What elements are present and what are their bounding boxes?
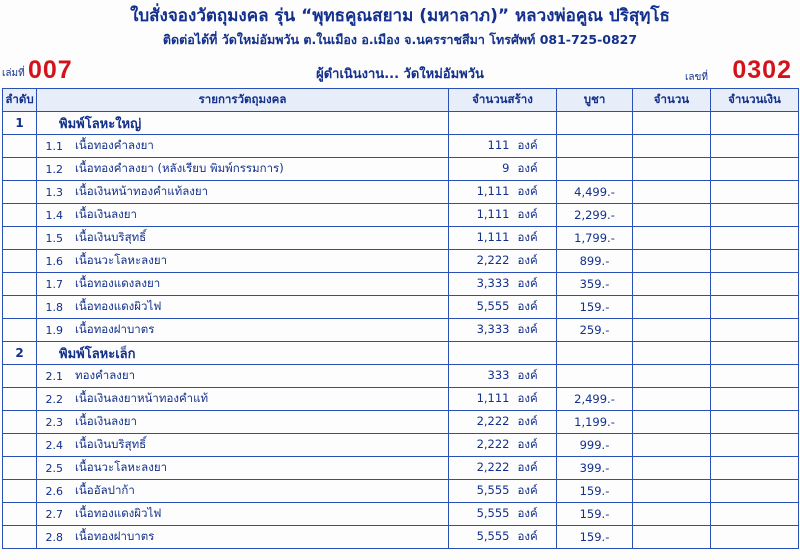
row-amount-input[interactable] [711,388,799,411]
form-header [0,0,800,52]
table-row [3,365,799,388]
row-quantity-made-number: 1,111 [476,184,510,199]
row-amount-input[interactable] [711,135,799,158]
row-quantity-made-number: 1,111 [476,230,510,245]
row-price [557,112,633,135]
row-quantity-made [449,296,557,319]
row-sub-index: 1.4 [45,208,63,222]
row-quantity-made-number: 5,555 [476,483,510,498]
row-quantity-made-unit: องค์ [517,276,538,291]
column-header-price: บูชา [557,89,633,112]
row-sub-index: 1.8 [45,300,63,314]
row-description [37,319,449,342]
row-number [3,158,37,181]
row-number: 1 [3,112,37,135]
row-number: 2 [3,342,37,365]
row-price: 2,299.- [557,204,633,227]
row-description-text: เนื้อเงินลงยา [75,414,137,429]
row-quantity-input[interactable] [633,388,711,411]
row-description-text: เนื้อทองฝาบาตร [75,529,155,544]
row-number [3,411,37,434]
row-quantity-made-number: 333 [487,368,510,383]
table-row [3,411,799,434]
row-number [3,204,37,227]
row-number [3,480,37,503]
row-price: 2,499.- [557,388,633,411]
row-description [37,204,449,227]
row-quantity-input[interactable] [633,112,711,135]
row-price: 1,199.- [557,411,633,434]
row-number [3,526,37,549]
table-row [3,273,799,296]
row-quantity-made-number: 1,111 [476,391,510,406]
row-description [37,388,449,411]
row-price: 159.- [557,296,633,319]
column-header-description: รายการวัตถุมงคล [37,89,449,112]
row-number [3,434,37,457]
row-amount-input[interactable] [711,204,799,227]
row-description: พิมพ์โลหะเล็ก [37,342,449,365]
row-description-text: เนื้อเงินลงยาหน้าทองคำแท้ [75,391,209,406]
row-quantity-input[interactable] [633,227,711,250]
row-description-text: ทองคำลงยา [75,368,136,383]
row-quantity-made-unit: องค์ [517,368,538,383]
row-amount-input[interactable] [711,250,799,273]
book-number-value: 007 [28,56,73,85]
row-description [37,457,449,480]
table-row [3,342,799,365]
row-quantity-made-number: 5,555 [476,529,510,544]
table-row [3,480,799,503]
row-quantity-made-unit: องค์ [517,529,538,544]
document-number-value: 0302 [732,56,792,85]
row-quantity-made-unit: องค์ [517,437,538,452]
row-description [37,158,449,181]
row-quantity-made-number: 5,555 [476,506,510,521]
table-row [3,457,799,480]
row-price: 259.- [557,319,633,342]
row-sub-index: 1.2 [45,162,63,176]
table-row [3,526,799,549]
row-description [37,227,449,250]
row-price [557,342,633,365]
row-description-text: เนื้อเงินบริสุทธิ์ [75,437,147,452]
row-amount-input[interactable] [711,434,799,457]
table-row [3,319,799,342]
row-quantity-made [449,181,557,204]
row-quantity-input[interactable] [633,480,711,503]
table-row [3,388,799,411]
row-description-text: เนื้อทองคำลงยา [75,138,154,153]
row-description-text: เนื้อเงินลงยา [75,207,137,222]
row-description-text: เนื้อเงินหน้าทองคำแท้ลงยา [75,184,209,199]
row-quantity-made-number: 2,222 [476,253,510,268]
row-sub-index: 1.9 [45,323,63,337]
table-row [3,158,799,181]
row-sub-index: 2.4 [45,438,63,452]
row-description [37,411,449,434]
table-row [3,503,799,526]
row-quantity-made [449,342,557,365]
row-quantity-made [449,411,557,434]
row-description-text: เนื้อทองคำลงยา (หลังเรียบ พิมพ์กรรมการ) [75,161,284,176]
row-description-text: เนื้อทองฝาบาตร [75,322,155,337]
row-price: 159.- [557,480,633,503]
row-description-text: เนื้อนวะโลหะลงยา [75,253,168,268]
row-quantity-made [449,388,557,411]
column-header-amount: จำนวนเงิน [711,89,799,112]
row-quantity-made [449,365,557,388]
row-sub-index: 2.7 [45,507,63,521]
row-quantity-input[interactable] [633,526,711,549]
row-amount-input[interactable] [711,342,799,365]
row-quantity-input[interactable] [633,365,711,388]
row-quantity-made-number: 9 [502,161,510,176]
row-quantity-made-unit: องค์ [517,207,538,222]
row-quantity-made-number: 2,222 [476,414,510,429]
column-header-quantity: จำนวน [633,89,711,112]
row-quantity-input[interactable] [633,250,711,273]
row-description-text: เนื้อทองแดงผิวไฟ [75,506,162,521]
row-quantity-made-number: 111 [487,138,510,153]
table-row [3,112,799,135]
row-number [3,227,37,250]
row-number [3,503,37,526]
row-quantity-made-unit: องค์ [517,322,538,337]
row-description [37,365,449,388]
row-description [37,434,449,457]
row-amount-input[interactable] [711,526,799,549]
row-description-text: เนื้อนวะโลหะลงยา [75,460,168,475]
table-row [3,227,799,250]
row-description [37,181,449,204]
row-description [37,480,449,503]
row-quantity-made-unit: องค์ [517,253,538,268]
row-quantity-input[interactable] [633,411,711,434]
row-sub-index: 2.2 [45,392,63,406]
row-amount-input[interactable] [711,365,799,388]
organizer-line: ผู้ดำเนินงาน... วัดใหม่อัมพวัน [316,67,484,83]
serial-row [0,54,800,88]
table-row [3,434,799,457]
order-table [2,88,799,549]
row-quantity-made-number: 5,555 [476,299,510,314]
row-amount-input[interactable] [711,296,799,319]
row-sub-index: 2.5 [45,461,63,475]
table-header-row [3,89,799,112]
book-number-label: เล่มที่ [2,68,25,80]
table-header [3,89,799,112]
row-quantity-made-number: 3,333 [476,276,510,291]
row-quantity-input[interactable] [633,273,711,296]
row-quantity-made-unit: องค์ [517,138,538,153]
row-sub-index: 1.5 [45,231,63,245]
row-quantity-input[interactable] [633,296,711,319]
column-header-no: ลำดับ [3,89,37,112]
row-quantity-input[interactable] [633,181,711,204]
row-sub-index: 1.3 [45,185,63,199]
row-description-text: เนื้ออัลปาก้า [75,483,135,498]
row-quantity-made-number: 2,222 [476,437,510,452]
row-quantity-input[interactable] [633,342,711,365]
table-row [3,204,799,227]
row-sub-index: 1.1 [45,139,63,153]
table-row [3,181,799,204]
row-quantity-made-unit: องค์ [517,391,538,406]
row-amount-input[interactable] [711,181,799,204]
row-price [557,365,633,388]
row-quantity-input[interactable] [633,434,711,457]
table-body [3,112,799,549]
row-price: 1,799.- [557,227,633,250]
row-number [3,181,37,204]
row-amount-input[interactable] [711,411,799,434]
row-description [37,296,449,319]
row-description [37,273,449,296]
row-description [37,135,449,158]
row-price: 359.- [557,273,633,296]
row-price: 4,499.- [557,181,633,204]
row-amount-input[interactable] [711,503,799,526]
row-quantity-made [449,319,557,342]
row-quantity-made-number: 2,222 [476,460,510,475]
row-quantity-made-unit: องค์ [517,161,538,176]
row-quantity-made [449,273,557,296]
row-amount-input[interactable] [711,112,799,135]
form-contact-line: ติดต่อได้ที่ วัดใหม่อัมพวัน ต.ในเมือง อ.เมือง จ.นครราชสีมา โทรศัพท์ 081-725-0827 [162,32,638,48]
row-quantity-input[interactable] [633,158,711,181]
row-quantity-made [449,112,557,135]
row-amount-input[interactable] [711,457,799,480]
table-row [3,135,799,158]
row-amount-input[interactable] [711,158,799,181]
row-sub-index: 2.6 [45,484,63,498]
row-quantity-made [449,434,557,457]
row-description [37,526,449,549]
row-quantity-made [449,227,557,250]
row-quantity-input[interactable] [633,319,711,342]
row-price: 159.- [557,503,633,526]
row-quantity-input[interactable] [633,135,711,158]
row-quantity-made [449,503,557,526]
row-amount-input[interactable] [711,227,799,250]
row-description [37,250,449,273]
row-price: 999.- [557,434,633,457]
row-price [557,135,633,158]
row-amount-input[interactable] [711,273,799,296]
row-quantity-made [449,250,557,273]
row-quantity-made-unit: องค์ [517,299,538,314]
row-quantity-made [449,135,557,158]
row-quantity-made-unit: องค์ [517,230,538,245]
row-amount-input[interactable] [711,319,799,342]
row-quantity-input[interactable] [633,503,711,526]
row-number [3,457,37,480]
row-sub-index: 1.6 [45,254,63,268]
row-description-text: เนื้อทองแดงลงยา [75,276,161,291]
row-sub-index: 2.8 [45,530,63,544]
column-header-quantity-made: จำนวนสร้าง [449,89,557,112]
row-number [3,388,37,411]
table-row [3,250,799,273]
row-number [3,365,37,388]
row-number [3,135,37,158]
row-quantity-made [449,526,557,549]
row-sub-index: 1.7 [45,277,63,291]
row-amount-input[interactable] [711,480,799,503]
row-price: 899.- [557,250,633,273]
row-description-text: เนื้อทองแดงผิวไฟ [75,299,162,314]
row-number [3,296,37,319]
row-sub-index: 2.1 [45,369,63,383]
row-number [3,250,37,273]
row-description: พิมพ์โลหะใหญ่ [37,112,449,135]
row-quantity-made-unit: องค์ [517,506,538,521]
row-quantity-made-number: 1,111 [476,207,510,222]
row-quantity-made-unit: องค์ [517,414,538,429]
row-price: 159.- [557,526,633,549]
row-quantity-made-unit: องค์ [517,184,538,199]
row-description-text: เนื้อเงินบริสุทธิ์ [75,230,147,245]
table-row [3,296,799,319]
row-quantity-made [449,158,557,181]
row-quantity-made [449,204,557,227]
row-quantity-made [449,480,557,503]
row-quantity-made [449,457,557,480]
row-quantity-input[interactable] [633,457,711,480]
row-number [3,319,37,342]
row-description [37,503,449,526]
row-quantity-input[interactable] [633,204,711,227]
row-quantity-made-unit: องค์ [517,460,538,475]
row-quantity-made-unit: องค์ [517,483,538,498]
row-number [3,273,37,296]
row-price [557,158,633,181]
row-price: 399.- [557,457,633,480]
row-quantity-made-number: 3,333 [476,322,510,337]
document-number-label: เลขที่ [685,72,708,84]
row-sub-index: 2.3 [45,415,63,429]
form-title: ใบสั่งจองวัตถุมงคล รุ่น “พุทธคูณสยาม (มหาลาภ)” หลวงพ่อคูณ ปริสุทฺโธ [130,6,670,26]
